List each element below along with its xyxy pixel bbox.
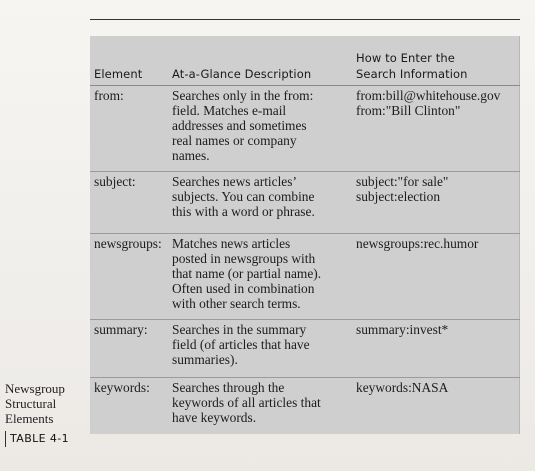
- row-4-how-to: summary:invest*: [352, 320, 520, 378]
- row-5-how-to: keywords:NASA: [356, 380, 449, 395]
- newsgroup-elements-table: [90, 36, 520, 434]
- row-1-how-to: from:bill@whitehouse.gov from:"Bill Clinton": [352, 86, 520, 172]
- table-number-label: TABLE 4-1: [5, 431, 73, 447]
- header-element: Element: [90, 36, 168, 86]
- row-1-description: Searches only in the from: field. Matches e-mail addresses and sometimes real names or company names.: [168, 86, 352, 172]
- header-how-to: How to Enter the Search Information: [352, 36, 520, 86]
- row-3-how-to: newsgroups:rec.humor: [352, 234, 520, 320]
- header-description: At-a-Glance Description: [168, 36, 352, 86]
- row-2-how-to: subject:"for sale" subject:election: [352, 172, 520, 234]
- row-5-element: keywords:: [94, 380, 150, 395]
- top-rule: [90, 19, 520, 20]
- row-2-element: subject:: [90, 172, 168, 234]
- row-3-element: newsgroups:: [90, 234, 168, 320]
- row-1-element: from:: [90, 86, 168, 172]
- row-5-description: Searches through the keywords of all articles that have keywords.: [172, 380, 321, 425]
- row-4-description: Searches in the summary field (of articles that have summaries).: [168, 320, 352, 378]
- row-3-description: Matches news articles posted in newsgroups with that name (or partial name). Often used in combination with other search terms.: [168, 234, 352, 320]
- table-caption: Newsgroup Structural Elements: [5, 381, 65, 426]
- row-2-description: Searches news articles’ subjects. You can combine this with a word or phrase.: [168, 172, 352, 234]
- row-4-element: summary:: [90, 320, 168, 378]
